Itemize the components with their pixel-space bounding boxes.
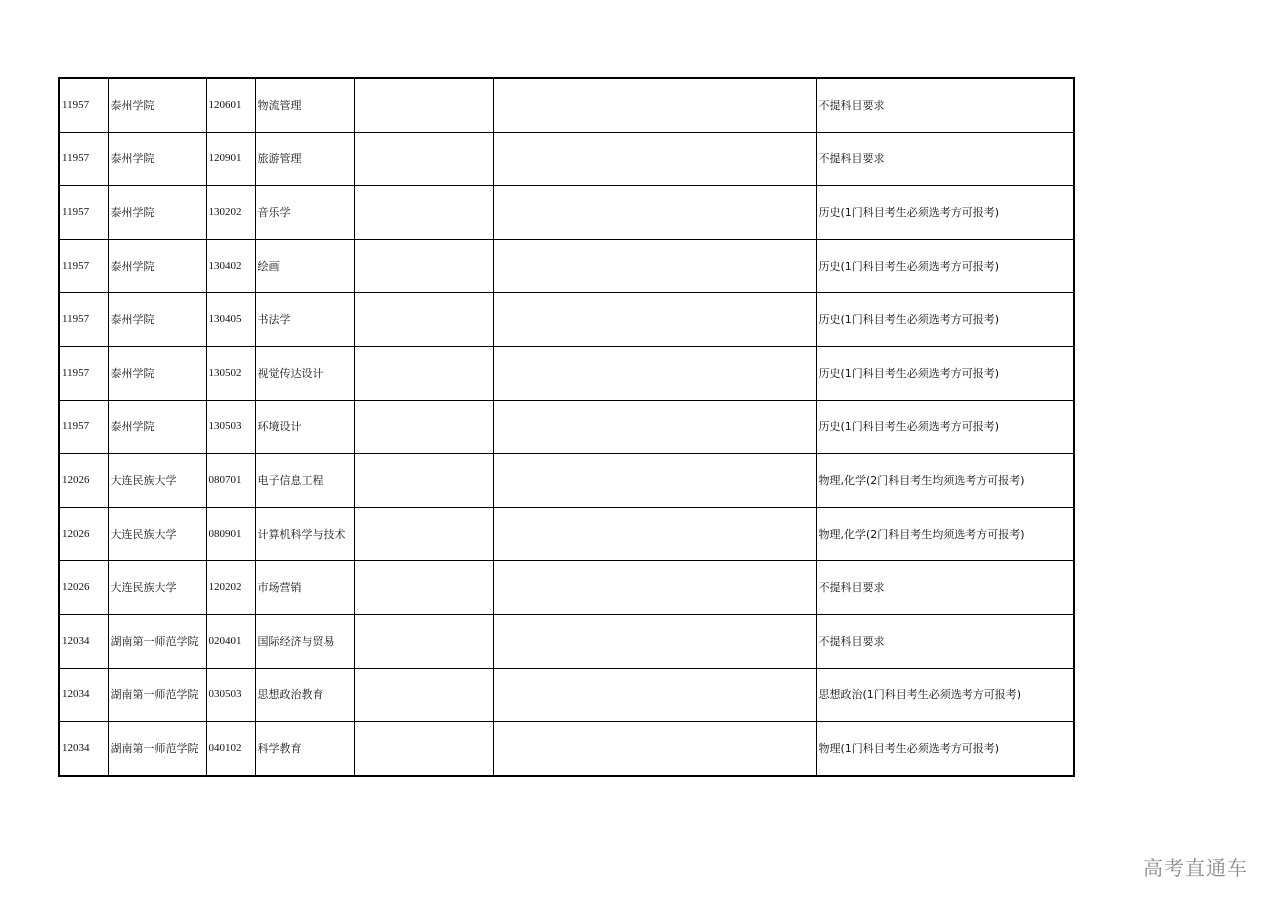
blank-cell-2 xyxy=(493,346,816,400)
school-code-cell: 11957 xyxy=(59,132,108,186)
table-row xyxy=(59,507,1074,561)
table-row xyxy=(59,668,1074,722)
blank-cell-2 xyxy=(493,507,816,561)
blank-cell-2 xyxy=(493,400,816,454)
school-code-cell: 11957 xyxy=(59,293,108,347)
table-row xyxy=(59,132,1074,186)
subject-requirement-cell: 历史(1门科目考生必须选考方可报考) xyxy=(816,293,1074,347)
major-name-cell: 电子信息工程 xyxy=(255,454,354,508)
subject-requirement-cell: 不提科目要求 xyxy=(816,561,1074,615)
blank-cell-1 xyxy=(354,346,493,400)
blank-cell-1 xyxy=(354,454,493,508)
school-name-cell: 大连民族大学 xyxy=(108,507,206,561)
blank-cell-1 xyxy=(354,507,493,561)
table-row xyxy=(59,561,1074,615)
blank-cell-1 xyxy=(354,614,493,668)
major-code-cell: 130402 xyxy=(206,239,255,293)
table-row xyxy=(59,293,1074,347)
major-code-cell: 130502 xyxy=(206,346,255,400)
school-name-cell: 泰州学院 xyxy=(108,400,206,454)
school-code-cell: 11957 xyxy=(59,186,108,240)
blank-cell-2 xyxy=(493,454,816,508)
school-code-cell: 11957 xyxy=(59,400,108,454)
blank-cell-1 xyxy=(354,186,493,240)
school-code-cell: 11957 xyxy=(59,78,108,132)
major-name-cell: 环境设计 xyxy=(255,400,354,454)
major-name-cell: 绘画 xyxy=(255,239,354,293)
school-name-cell: 大连民族大学 xyxy=(108,561,206,615)
watermark-logo-text: 高考直通车 xyxy=(1143,856,1248,880)
school-code-cell: 11957 xyxy=(59,239,108,293)
blank-cell-1 xyxy=(354,293,493,347)
school-name-cell: 泰州学院 xyxy=(108,132,206,186)
table-row xyxy=(59,78,1074,132)
school-code-cell: 12034 xyxy=(59,614,108,668)
subject-requirements-table xyxy=(58,77,1075,777)
subject-requirement-cell: 物理,化学(2门科目考生均须选考方可报考) xyxy=(816,454,1074,508)
school-name-cell: 大连民族大学 xyxy=(108,454,206,508)
table-row xyxy=(59,239,1074,293)
major-code-cell: 130202 xyxy=(206,186,255,240)
major-code-cell: 120601 xyxy=(206,78,255,132)
major-name-cell: 旅游管理 xyxy=(255,132,354,186)
table-row xyxy=(59,722,1074,776)
table-row xyxy=(59,614,1074,668)
school-name-cell: 泰州学院 xyxy=(108,239,206,293)
blank-cell-1 xyxy=(354,400,493,454)
major-name-cell: 音乐学 xyxy=(255,186,354,240)
blank-cell-2 xyxy=(493,132,816,186)
major-name-cell: 视觉传达设计 xyxy=(255,346,354,400)
table-row xyxy=(59,454,1074,508)
blank-cell-2 xyxy=(493,239,816,293)
subject-requirement-cell: 物理,化学(2门科目考生均须选考方可报考) xyxy=(816,507,1074,561)
subject-requirement-cell: 不提科目要求 xyxy=(816,78,1074,132)
blank-cell-1 xyxy=(354,78,493,132)
school-name-cell: 湖南第一师范学院 xyxy=(108,668,206,722)
subject-requirement-cell: 思想政治(1门科目考生必须选考方可报考) xyxy=(816,668,1074,722)
table-row xyxy=(59,346,1074,400)
major-code-cell: 080901 xyxy=(206,507,255,561)
major-code-cell: 030503 xyxy=(206,668,255,722)
subject-requirement-cell: 物理(1门科目考生必须选考方可报考) xyxy=(816,722,1074,776)
blank-cell-1 xyxy=(354,668,493,722)
blank-cell-1 xyxy=(354,561,493,615)
major-name-cell: 国际经济与贸易 xyxy=(255,614,354,668)
school-name-cell: 湖南第一师范学院 xyxy=(108,722,206,776)
school-name-cell: 泰州学院 xyxy=(108,78,206,132)
table-body xyxy=(59,78,1074,776)
blank-cell-1 xyxy=(354,132,493,186)
table-row xyxy=(59,186,1074,240)
school-code-cell: 12026 xyxy=(59,561,108,615)
blank-cell-2 xyxy=(493,722,816,776)
major-name-cell: 市场营销 xyxy=(255,561,354,615)
major-name-cell: 计算机科学与技术 xyxy=(255,507,354,561)
blank-cell-2 xyxy=(493,614,816,668)
major-code-cell: 120901 xyxy=(206,132,255,186)
blank-cell-2 xyxy=(493,186,816,240)
school-code-cell: 12034 xyxy=(59,722,108,776)
subject-requirement-cell: 历史(1门科目考生必须选考方可报考) xyxy=(816,400,1074,454)
school-code-cell: 11957 xyxy=(59,346,108,400)
major-code-cell: 080701 xyxy=(206,454,255,508)
major-name-cell: 思想政治教育 xyxy=(255,668,354,722)
major-code-cell: 020401 xyxy=(206,614,255,668)
blank-cell-2 xyxy=(493,668,816,722)
school-code-cell: 12034 xyxy=(59,668,108,722)
major-name-cell: 科学教育 xyxy=(255,722,354,776)
subject-requirement-cell: 历史(1门科目考生必须选考方可报考) xyxy=(816,186,1074,240)
subject-requirement-cell: 不提科目要求 xyxy=(816,132,1074,186)
blank-cell-1 xyxy=(354,722,493,776)
major-code-cell: 120202 xyxy=(206,561,255,615)
major-name-cell: 书法学 xyxy=(255,293,354,347)
major-name-cell: 物流管理 xyxy=(255,78,354,132)
major-code-cell: 040102 xyxy=(206,722,255,776)
subject-requirement-cell: 历史(1门科目考生必须选考方可报考) xyxy=(816,346,1074,400)
blank-cell-1 xyxy=(354,239,493,293)
major-code-cell: 130405 xyxy=(206,293,255,347)
school-name-cell: 湖南第一师范学院 xyxy=(108,614,206,668)
table-row xyxy=(59,400,1074,454)
major-code-cell: 130503 xyxy=(206,400,255,454)
blank-cell-2 xyxy=(493,561,816,615)
blank-cell-2 xyxy=(493,293,816,347)
subject-requirement-cell: 历史(1门科目考生必须选考方可报考) xyxy=(816,239,1074,293)
blank-cell-2 xyxy=(493,78,816,132)
school-name-cell: 泰州学院 xyxy=(108,186,206,240)
school-name-cell: 泰州学院 xyxy=(108,293,206,347)
school-code-cell: 12026 xyxy=(59,507,108,561)
school-code-cell: 12026 xyxy=(59,454,108,508)
subject-requirement-cell: 不提科目要求 xyxy=(816,614,1074,668)
school-name-cell: 泰州学院 xyxy=(108,346,206,400)
